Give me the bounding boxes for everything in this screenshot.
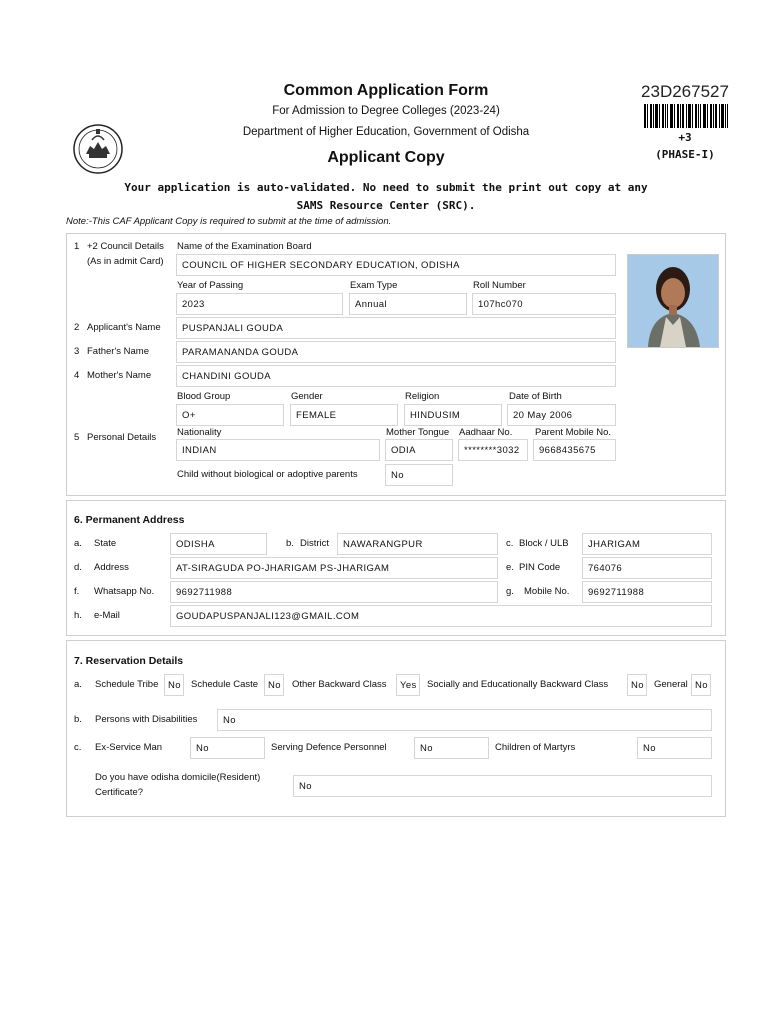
address-field: AT-SIRAGUDA PO-JHARIGAM PS-JHARIGAM bbox=[170, 557, 498, 579]
section4-number: 4 bbox=[74, 370, 80, 381]
council-label-line1: +2 Council Details bbox=[87, 241, 164, 252]
nationality-field: INDIAN bbox=[176, 439, 380, 461]
block-label: Block / ULB bbox=[519, 538, 569, 549]
dob-label: Date of Birth bbox=[509, 391, 562, 402]
address-b: b. bbox=[286, 538, 294, 549]
religion-field: HINDUSIM bbox=[404, 404, 502, 426]
form-subtitle: For Admission to Degree Colleges (2023-24) bbox=[272, 105, 500, 117]
board-field: COUNCIL OF HIGHER SECONDARY EDUCATION, ODISHA bbox=[176, 254, 616, 276]
admission-note: Note:-This CAF Applicant Copy is required to submit at the time of admission. bbox=[66, 216, 392, 227]
blood-group-field: O+ bbox=[176, 404, 284, 426]
auto-validated-notice-line2: SAMS Resource Center (SRC). bbox=[296, 199, 476, 212]
applicant-name-field: PUSPANJALI GOUDA bbox=[176, 317, 616, 339]
exam-type-label: Exam Type bbox=[350, 280, 398, 291]
department-name: Department of Higher Education, Government of Odisha bbox=[242, 126, 530, 138]
st-label: Schedule Tribe bbox=[95, 679, 159, 690]
district-field: NAWARANGPUR bbox=[337, 533, 498, 555]
sc-field: No bbox=[264, 674, 284, 696]
board-label: Name of the Examination Board bbox=[177, 241, 312, 252]
pin-field: 764076 bbox=[582, 557, 712, 579]
application-number: 23D267527 bbox=[641, 82, 729, 101]
mobile-label: Mobile No. bbox=[524, 586, 570, 597]
form-title: Common Application Form bbox=[283, 82, 489, 99]
martyrs-label: Children of Martyrs bbox=[495, 742, 576, 753]
address-label: Address bbox=[94, 562, 129, 573]
applicant-photo bbox=[627, 254, 719, 348]
exservice-label: Ex-Service Man bbox=[95, 742, 163, 753]
reservation-c: c. bbox=[74, 742, 82, 753]
address-a: a. bbox=[74, 538, 82, 549]
domicile-label-line2: Certificate? bbox=[95, 787, 144, 798]
copy-type: Applicant Copy bbox=[327, 149, 445, 166]
domicile-field: No bbox=[293, 775, 712, 797]
year-label: Year of Passing bbox=[177, 280, 244, 291]
dob-field: 20 May 2006 bbox=[507, 404, 616, 426]
address-e: e. bbox=[506, 562, 514, 573]
section2-number: 2 bbox=[74, 322, 80, 333]
st-field: No bbox=[164, 674, 184, 696]
pin-label: PIN Code bbox=[519, 562, 561, 573]
stream-label: +3 bbox=[678, 131, 692, 144]
aadhaar-field: ********3032 bbox=[458, 439, 528, 461]
sc-label: Schedule Caste bbox=[191, 679, 259, 690]
parent-mobile-label: Parent Mobile No. bbox=[535, 427, 612, 438]
pwd-label: Persons with Disabilities bbox=[95, 714, 198, 725]
blood-group-label: Blood Group bbox=[177, 391, 231, 402]
address-h: h. bbox=[74, 610, 82, 621]
barcode bbox=[644, 104, 728, 128]
father-name-label: Father's Name bbox=[87, 346, 150, 357]
exservice-field: No bbox=[190, 737, 265, 759]
obc-label: Other Backward Class bbox=[292, 679, 387, 690]
year-field: 2023 bbox=[176, 293, 343, 315]
personal-details-label: Personal Details bbox=[87, 432, 157, 443]
applicant-name-label: Applicant's Name bbox=[87, 322, 161, 333]
general-label: General bbox=[654, 679, 688, 690]
address-c: c. bbox=[506, 538, 514, 549]
mother-tongue-label: Mother Tongue bbox=[386, 427, 450, 438]
roll-field: 107hc070 bbox=[472, 293, 616, 315]
religion-label: Religion bbox=[405, 391, 440, 402]
exam-type-field: Annual bbox=[349, 293, 467, 315]
gender-field: FEMALE bbox=[290, 404, 398, 426]
mobile-field: 9692711988 bbox=[582, 581, 712, 603]
state-label: State bbox=[94, 538, 117, 549]
aadhaar-label: Aadhaar No. bbox=[459, 427, 513, 438]
section1-number: 1 bbox=[74, 241, 80, 252]
domicile-label-line1: Do you have odisha domicile(Resident) bbox=[95, 772, 261, 783]
roll-label: Roll Number bbox=[473, 280, 526, 291]
council-label-line2: (As in admit Card) bbox=[87, 256, 164, 267]
address-f: f. bbox=[74, 586, 80, 597]
mother-tongue-field: ODIA bbox=[385, 439, 453, 461]
sebc-field: No bbox=[627, 674, 647, 696]
block-field: JHARIGAM bbox=[582, 533, 712, 555]
parent-mobile-field: 9668435675 bbox=[533, 439, 616, 461]
father-name-field: PARAMANANDA GOUDA bbox=[176, 341, 616, 363]
orphan-label: Child without biological or adoptive parents bbox=[177, 469, 358, 480]
section5-number: 5 bbox=[74, 432, 80, 443]
address-title: 6. Permanent Address bbox=[74, 514, 185, 526]
section3-number: 3 bbox=[74, 346, 80, 357]
odisha-emblem bbox=[72, 122, 124, 176]
whatsapp-field: 9692711988 bbox=[170, 581, 498, 603]
address-g: g. bbox=[506, 586, 514, 597]
state-field: ODISHA bbox=[170, 533, 267, 555]
gender-label: Gender bbox=[291, 391, 323, 402]
nationality-label: Nationality bbox=[177, 427, 222, 438]
reservation-b: b. bbox=[74, 714, 82, 725]
reservation-a: a. bbox=[74, 679, 82, 690]
phase-label: (PHASE-I) bbox=[655, 148, 715, 161]
pwd-field: No bbox=[217, 709, 712, 731]
email-label: e-Mail bbox=[94, 610, 120, 621]
general-field: No bbox=[691, 674, 711, 696]
auto-validated-notice-line1: Your application is auto-validated. No need to submit the print out copy at any bbox=[124, 181, 648, 194]
defence-label: Serving Defence Personnel bbox=[271, 742, 387, 753]
sebc-label: Socially and Educationally Backward Class bbox=[427, 679, 609, 690]
mother-name-label: Mother's Name bbox=[87, 370, 152, 381]
reservation-title: 7. Reservation Details bbox=[74, 655, 184, 667]
obc-field: Yes bbox=[396, 674, 420, 696]
address-d: d. bbox=[74, 562, 82, 573]
martyrs-field: No bbox=[637, 737, 712, 759]
defence-field: No bbox=[414, 737, 489, 759]
email-field: GOUDAPUSPANJALI123@GMAIL.COM bbox=[170, 605, 712, 627]
mother-name-field: CHANDINI GOUDA bbox=[176, 365, 616, 387]
orphan-field: No bbox=[385, 464, 453, 486]
district-label: District bbox=[300, 538, 330, 549]
whatsapp-label: Whatsapp No. bbox=[94, 586, 155, 597]
